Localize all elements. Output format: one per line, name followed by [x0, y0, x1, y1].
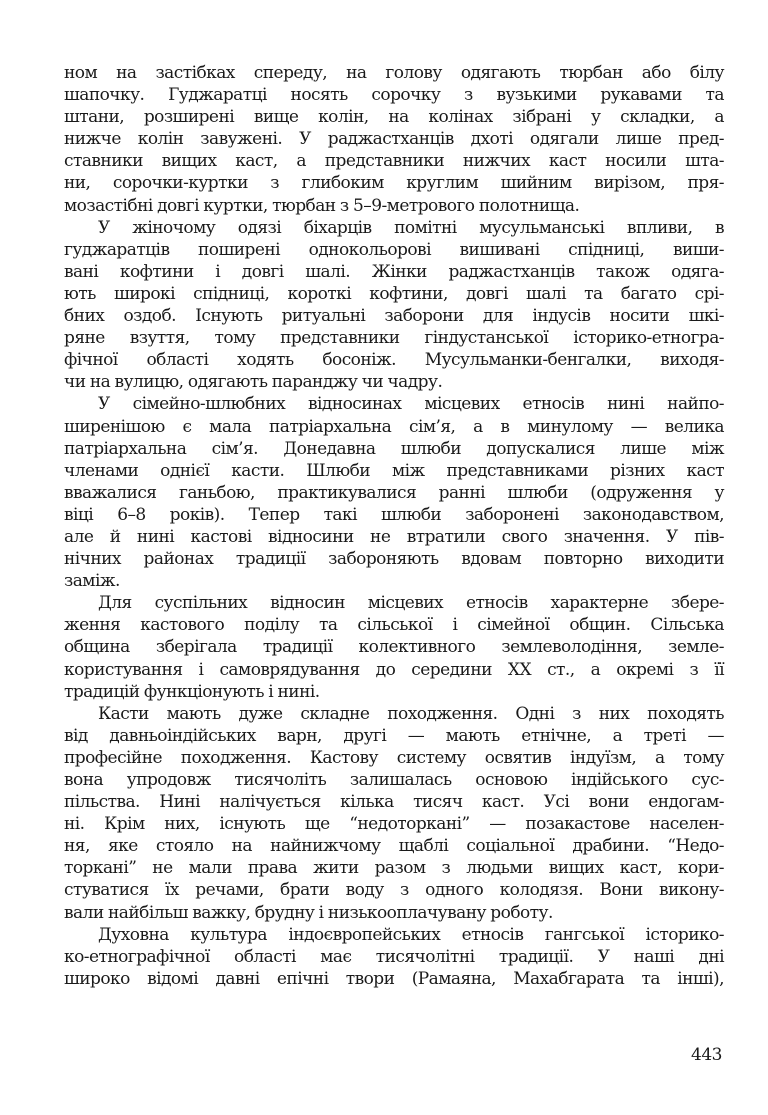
text-line: чи на вулицю, одягають паранджу чи чадру. [64, 372, 443, 393]
text-line: членами однієї касти. Шлюби між представниками різних каст [64, 460, 724, 481]
text-line: широко відомі давні епічні твори (Рамаяна, Махабгарата та інші), [64, 968, 724, 989]
text-line: вважалися ганьбою, практикувалися ранні шлюби (одруження у [64, 482, 724, 503]
text-line: вали найбільш важку, брудну і низькооплачувану роботу. [64, 902, 553, 923]
text-line: У жіночому одязі біхарців помітні мусульманські впливи, в [98, 217, 724, 238]
text-line: професійне походження. Кастову систему освятив індуїзм, а тому [64, 747, 724, 768]
paragraph-spiritual-culture [64, 924, 724, 990]
text-line: ном на застібках спереду, на голову одягають тюрбан або білу [64, 63, 724, 83]
text-line: торкані” не мали права жити разом з людьми вищих каст, кори- [64, 858, 724, 879]
text-line: користування і самоврядування до середини XX ст., а окремі з її [64, 659, 724, 680]
text-line: фічної області ходять босоніж. Мусульманки-бенгалки, виходя- [64, 350, 724, 371]
text-line: штани, розширені вище колін, на колінах зібрані у складки, а [64, 107, 724, 128]
text-line: традицій функціонують і нині. [64, 681, 320, 702]
text-line: ни, сорочки-куртки з глибоким круглим шийним вирізом, пря- [64, 173, 724, 194]
text-line: ширенішою є мала патріархальна сім’я, а в минулому — велика [64, 416, 724, 437]
text-line: мозастібні довгі куртки, тюрбан з 5–9-метрового полотнища. [64, 195, 580, 216]
text-line: стуватися їх речами, брати воду з одного колодязя. Вони викону- [64, 880, 724, 901]
text-line: ко-етнографічної області має тисячолітні традиції. У наші дні [64, 946, 724, 967]
paragraph-clothing-women [64, 217, 724, 394]
text-line: ня, яке стояло на найнижчому щаблі соціальної драбини. “Недо- [64, 836, 724, 857]
text-line: ряне взуття, тому представники гіндустанської історико-етногра- [64, 328, 724, 349]
text-line: вона упродовж тисячоліть залишалась основою індійського сус- [64, 770, 724, 790]
page-number: 443 [691, 1045, 722, 1065]
text-line: гуджаратців поширені однокольорові вишивані спідниці, виши- [64, 239, 724, 260]
text-line: заміж. [64, 571, 120, 592]
text-line: Касти мають дуже складне походження. Одні з них походять [98, 703, 724, 724]
text-line: патріархальна сім’я. Донедавна шлюби допускалися лише між [64, 438, 724, 459]
text-line: ження кастового поділу та сільської і сімейної общин. Сільська [64, 615, 724, 636]
text-line: нічних районах традиції забороняють вдовам повторно виходити [64, 549, 724, 570]
text-line: бних оздоб. Існують ритуальні заборони для індусів носити шкі- [64, 306, 724, 327]
text-line: ють широкі спідниці, короткі кофтини, довгі шалі та багато срі- [64, 283, 724, 304]
text-line: віці 6–8 років). Тепер такі шлюби заборонені законодавством, [64, 504, 724, 525]
paragraph-clothing-men [64, 62, 724, 217]
text-line: пільства. Нині налічується кілька тисяч каст. Усі вони ендогам- [64, 792, 724, 813]
paragraph-family-marriage [64, 393, 724, 592]
paragraph-castes [64, 703, 724, 924]
text-line: ставники вищих каст, а представники нижчих каст носили шта- [64, 151, 724, 172]
text-line: У сімейно-шлюбних відносинах місцевих етносів нині найпо- [98, 394, 724, 415]
text-line: від давньоіндійських варн, другі — мають етнічне, а треті — [64, 725, 724, 746]
text-line: Для суспільних відносин місцевих етносів характерне збере- [98, 593, 724, 614]
paragraph-social-relations [64, 592, 724, 702]
text-line: Духовна культура індоєвропейських етносів гангської історико- [98, 924, 724, 945]
text-line: вані кофтини і довгі шалі. Жінки раджастханців також одяга- [64, 261, 724, 282]
text-line: шапочку. Гуджаратці носять сорочку з вузькими рукавами та [64, 85, 724, 106]
text-line: але й нині кастові відносини не втратили свого значення. У пів- [64, 526, 724, 547]
text-line: община зберігала традиції колективного землеволодіння, земле- [64, 637, 724, 658]
text-line: нижче колін завужені. У раджастханців дхоті одягали лише пред- [64, 129, 724, 150]
text-line: ні. Крім них, існують ще “недоторкані” — позакастове населен- [64, 814, 724, 835]
page-body [64, 62, 724, 990]
